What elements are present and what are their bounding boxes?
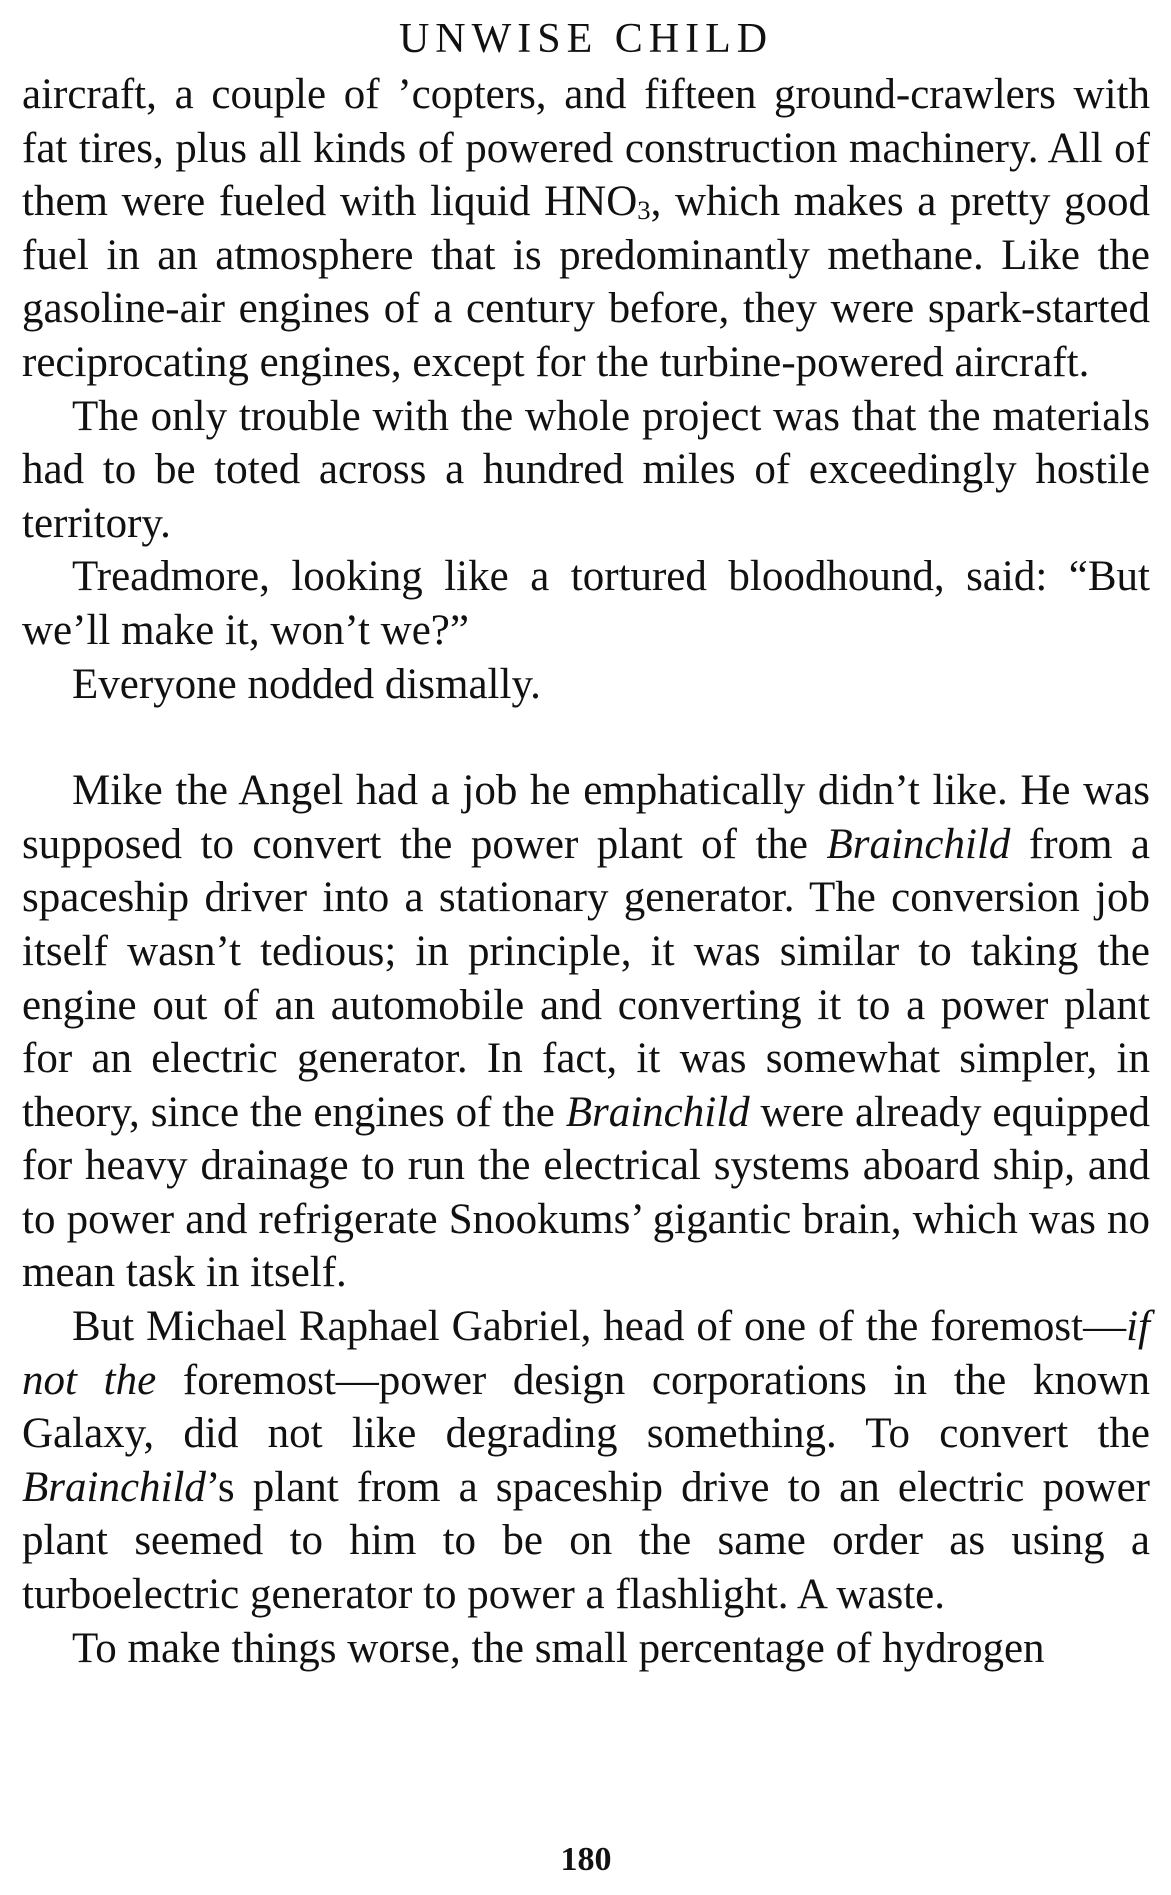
book-page <box>22 0 1150 1895</box>
paragraph <box>22 1300 1150 1622</box>
page-number: 180 <box>560 1841 612 1878</box>
paragraph-text: foremost—power design corporations in the known Galaxy, did not like degrading something. To convert the <box>22 1356 1151 1458</box>
paragraph-text: Mike the Angel had a job he emphatically didn’t like. He was supposed to convert the power plant of the <box>22 767 1150 868</box>
paragraph-text: , which makes a pretty good fuel in an atmosphere that is predominantly methane. Like the gasoline-air engines of a century before, they were spark-started reciprocating engines, except for the turbine-powered aircraft. <box>22 178 1151 386</box>
paragraph: Everyone nodded dismally. <box>72 660 541 708</box>
paragraph-text: from a spaceship driver into a stationary generator. The conversion job itself wasn’t tedious; in principle, it was similar to taking the engine out of an automobile and converting it to a power plant for an electric generator. In fact, it was somewhat simpler, in theory, since the engines of the <box>22 820 1151 1136</box>
paragraph: To make things worse, the small percentage of hydrogen <box>72 1624 1045 1672</box>
body-text <box>22 68 1150 1675</box>
paragraph-text: ’s plant from a spaceship drive to an electric power plant seemed to him to be on the same order as using a turboelectric generator to power a flashlight. A waste. <box>22 1463 1150 1619</box>
ship-name-italic: Brainchild <box>826 820 1011 868</box>
paragraph: The only trouble with the whole project was that the materials had to be toted across a hundred miles of exceedingly hostile territory. <box>22 392 1150 547</box>
paragraph-text: were already equipped for heavy drainage to run the electrical systems aboard ship, and to power and refrigerate Snookums’ gigantic brain, which was no mean task in itself. <box>22 1088 1150 1297</box>
section-break <box>22 711 1150 764</box>
formula-subscript: 3 <box>637 195 651 226</box>
paragraph <box>22 764 1150 1300</box>
emphasis-italic: if not the <box>22 1303 1150 1404</box>
paragraph-text: aircraft, a couple of ’copters, and fifteen ground-crawlers with fat tires, plus all kinds of powered construction machinery. All of them were fueled with liquid <box>22 71 1150 226</box>
paragraph: Treadmore, looking like a tortured bloodhound, said: “But we’ll make it, won’t we?” <box>22 553 1150 654</box>
chemical-formula <box>544 178 651 225</box>
ship-name-italic: Brainchild <box>22 1463 206 1511</box>
ship-name-italic: Brainchild <box>565 1088 750 1136</box>
formula-main: HNO <box>544 178 638 226</box>
paragraph-text: But Michael Raphael Gabriel, head of one of the foremost— <box>72 1303 1127 1351</box>
paragraph-continued <box>22 68 1150 390</box>
running-head: UNWISE CHILD <box>398 16 774 62</box>
